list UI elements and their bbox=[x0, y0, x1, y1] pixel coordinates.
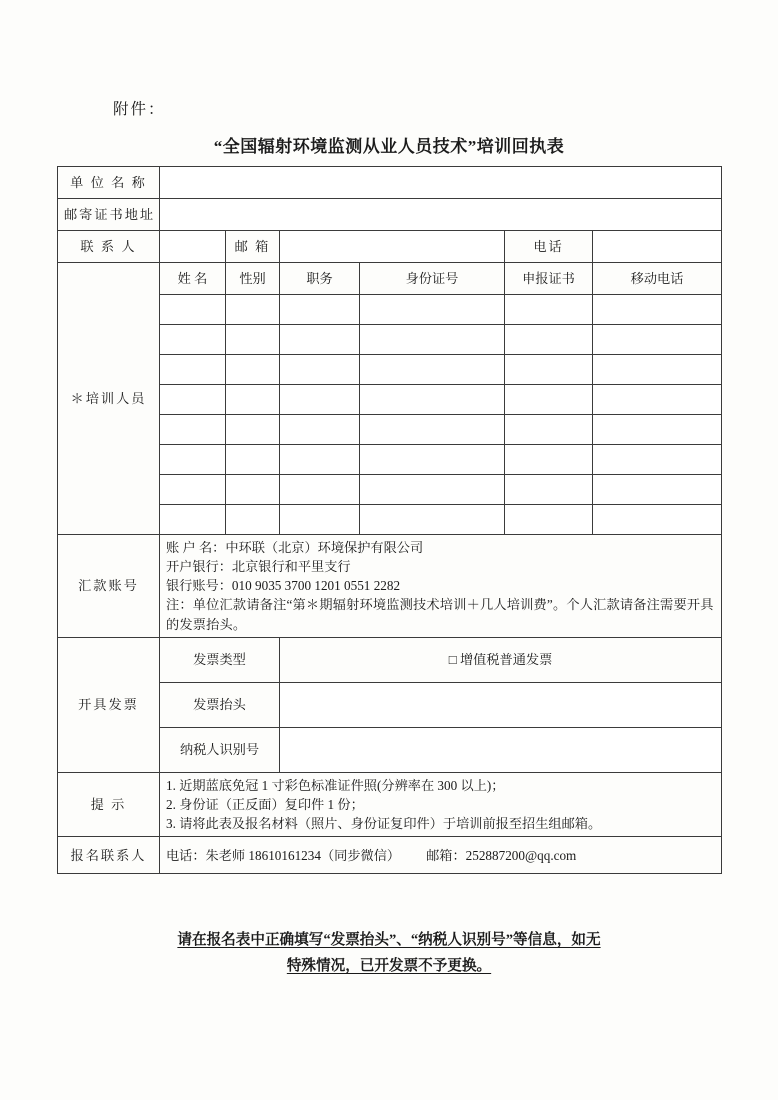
trainee-mobile-input[interactable] bbox=[593, 355, 722, 385]
trainee-certificate-input[interactable] bbox=[505, 295, 593, 325]
trainee-position-input[interactable] bbox=[280, 415, 360, 445]
trainee-gender-input[interactable] bbox=[226, 355, 280, 385]
trainee-name-input[interactable] bbox=[160, 355, 226, 385]
trainee-position-input[interactable] bbox=[280, 295, 360, 325]
trainee-position-input[interactable] bbox=[280, 355, 360, 385]
tip-item: 1. 近期蓝底免冠 1 寸彩色标准证件照(分辨率在 300 以上)； bbox=[166, 777, 505, 793]
trainee-mobile-input[interactable] bbox=[593, 445, 722, 475]
trainee-idnumber-input[interactable] bbox=[360, 475, 505, 505]
trainee-certificate-input[interactable] bbox=[505, 415, 593, 445]
contact-label: 联 系 人 bbox=[58, 231, 160, 263]
signup-contact-content bbox=[160, 837, 722, 874]
registration-form-table bbox=[57, 166, 722, 874]
table-row bbox=[58, 837, 722, 874]
table-row bbox=[58, 231, 722, 263]
table-row bbox=[58, 772, 722, 836]
taxpayer-id-label: 纳税人识别号 bbox=[160, 727, 280, 772]
trainee-name-input[interactable] bbox=[160, 445, 226, 475]
invoice-type-checkbox[interactable]: □ 增值税普通发票 bbox=[280, 637, 722, 682]
footnote-line-2: 特殊情况，已开发票不予更换。 bbox=[286, 957, 492, 974]
phone-input[interactable] bbox=[593, 231, 722, 263]
trainee-idnumber-input[interactable] bbox=[360, 355, 505, 385]
trainee-certificate-input[interactable] bbox=[505, 325, 593, 355]
trainee-idnumber-input[interactable] bbox=[360, 415, 505, 445]
trainee-col-position: 职务 bbox=[280, 263, 360, 295]
trainee-gender-input[interactable] bbox=[226, 475, 280, 505]
invoice-label: 开具发票 bbox=[58, 637, 160, 772]
remittance-bank: 开户银行：北京银行和平里支行 bbox=[166, 559, 351, 575]
trainee-certificate-input[interactable] bbox=[505, 505, 593, 535]
trainee-mobile-input[interactable] bbox=[593, 415, 722, 445]
trainee-mobile-input[interactable] bbox=[593, 325, 722, 355]
remittance-details bbox=[160, 535, 722, 638]
tip-item: 3. 请将此表及报名材料（照片、身份证复印件）于培训前报至招生组邮箱。 bbox=[166, 815, 602, 831]
footnote bbox=[0, 928, 778, 979]
tips-label: 提 示 bbox=[58, 772, 160, 836]
table-row bbox=[58, 637, 722, 682]
trainee-idnumber-input[interactable] bbox=[360, 325, 505, 355]
trainee-name-input[interactable] bbox=[160, 475, 226, 505]
trainee-gender-input[interactable] bbox=[226, 505, 280, 535]
contact-name-input[interactable] bbox=[160, 231, 226, 263]
org-name-label: 单 位 名 称 bbox=[58, 167, 160, 199]
trainee-col-idnumber: 身份证号 bbox=[360, 263, 505, 295]
trainee-name-input[interactable] bbox=[160, 295, 226, 325]
trainee-position-input[interactable] bbox=[280, 505, 360, 535]
org-name-input[interactable] bbox=[160, 167, 722, 199]
trainee-gender-input[interactable] bbox=[226, 295, 280, 325]
mail-address-label: 邮寄证书地址 bbox=[58, 199, 160, 231]
remittance-account-name: 账 户 名：中环联（北京）环境保护有限公司 bbox=[166, 540, 424, 555]
trainee-col-mobile: 移动电话 bbox=[593, 263, 722, 295]
trainee-header-row bbox=[58, 263, 722, 295]
invoice-type-label: 发票类型 bbox=[160, 637, 280, 682]
trainee-certificate-input[interactable] bbox=[505, 475, 593, 505]
trainee-position-input[interactable] bbox=[280, 475, 360, 505]
trainee-certificate-input[interactable] bbox=[505, 385, 593, 415]
taxpayer-id-input[interactable] bbox=[280, 727, 722, 772]
trainee-mobile-input[interactable] bbox=[593, 475, 722, 505]
trainee-idnumber-input[interactable] bbox=[360, 385, 505, 415]
trainee-gender-input[interactable] bbox=[226, 385, 280, 415]
remittance-account-number: 银行账号：010 9035 3700 1201 0551 2282 bbox=[166, 578, 401, 594]
trainee-certificate-input[interactable] bbox=[505, 355, 593, 385]
page-title: “全国辐射环境监测从业人员技术”培训回执表 bbox=[213, 137, 565, 156]
invoice-title-label: 发票抬头 bbox=[160, 682, 280, 727]
trainee-col-gender: 性别 bbox=[226, 263, 280, 295]
trainee-name-input[interactable] bbox=[160, 415, 226, 445]
remittance-label: 汇款账号 bbox=[58, 535, 160, 638]
email-input[interactable] bbox=[280, 231, 505, 263]
mail-address-input[interactable] bbox=[160, 199, 722, 231]
table-row bbox=[58, 535, 722, 638]
trainee-idnumber-input[interactable] bbox=[360, 445, 505, 475]
trainee-idnumber-input[interactable] bbox=[360, 505, 505, 535]
tips-content bbox=[160, 772, 722, 836]
trainee-mobile-input[interactable] bbox=[593, 295, 722, 325]
trainees-label: ＊培训人员 bbox=[58, 263, 160, 535]
trainee-idnumber-input[interactable] bbox=[360, 295, 505, 325]
trainee-col-name: 姓 名 bbox=[160, 263, 226, 295]
trainee-col-certificate: 申报证书 bbox=[505, 263, 593, 295]
trainee-mobile-input[interactable] bbox=[593, 505, 722, 535]
footnote-line-1: 请在报名表中正确填写“发票抬头”、“纳税人识别号”等信息，如无 bbox=[177, 932, 601, 948]
trainee-name-input[interactable] bbox=[160, 385, 226, 415]
tip-item: 2. 身份证（正反面）复印件 1 份； bbox=[166, 796, 364, 812]
signup-contact-phone: 电话：朱老师 18610161234（同步微信） bbox=[166, 847, 401, 863]
trainee-position-input[interactable] bbox=[280, 385, 360, 415]
trainee-position-input[interactable] bbox=[280, 445, 360, 475]
signup-contact-label: 报名联系人 bbox=[58, 837, 160, 874]
trainee-gender-input[interactable] bbox=[226, 325, 280, 355]
trainee-position-input[interactable] bbox=[280, 325, 360, 355]
trainee-gender-input[interactable] bbox=[226, 445, 280, 475]
attachment-label: 附件： bbox=[113, 101, 166, 118]
table-row bbox=[58, 167, 722, 199]
invoice-title-input[interactable] bbox=[280, 682, 722, 727]
trainee-gender-input[interactable] bbox=[226, 415, 280, 445]
signup-contact-email: 邮箱：252887200@qq.com bbox=[426, 847, 577, 863]
trainee-mobile-input[interactable] bbox=[593, 385, 722, 415]
trainee-name-input[interactable] bbox=[160, 325, 226, 355]
email-label: 邮 箱 bbox=[226, 231, 280, 263]
remittance-note: 注：单位汇款请备注“第＊期辐射环境监测技术培训＋几人培训费”。个人汇款请备注需要开具的发票抬头。 bbox=[166, 597, 714, 632]
phone-label: 电话 bbox=[505, 231, 593, 263]
table-row bbox=[58, 199, 722, 231]
trainee-certificate-input[interactable] bbox=[505, 445, 593, 475]
trainee-name-input[interactable] bbox=[160, 505, 226, 535]
